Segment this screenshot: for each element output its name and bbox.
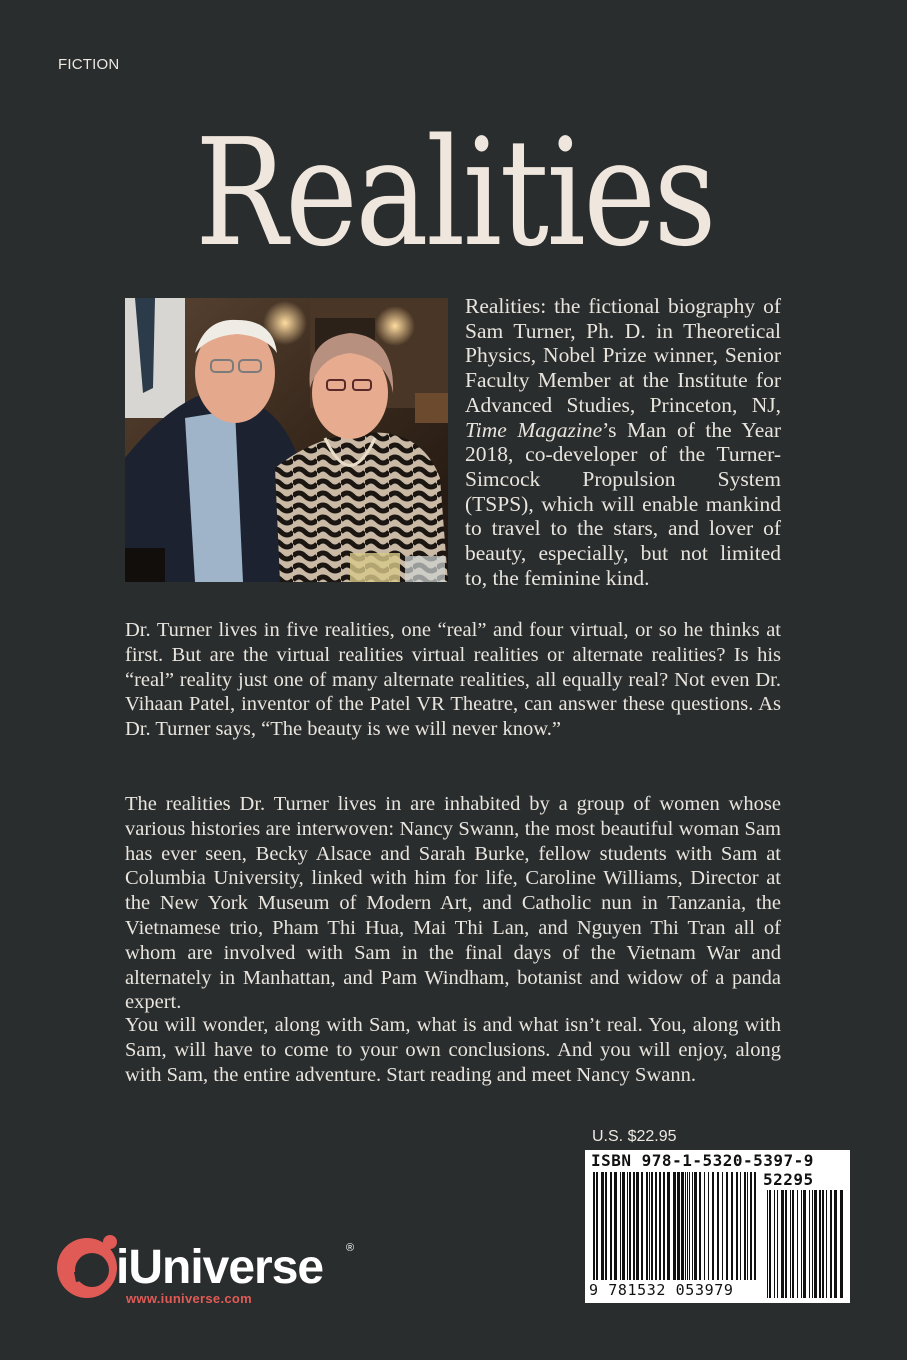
publisher-url: www.iuniverse.com	[126, 1291, 252, 1306]
barcode-addon-bar	[797, 1190, 798, 1298]
barcode-addon-bar	[767, 1190, 768, 1298]
barcode-bar	[699, 1172, 701, 1280]
barcode-bar	[747, 1172, 748, 1280]
barcode-addon-bar	[812, 1190, 813, 1298]
publisher-logo	[54, 1232, 374, 1312]
barcode	[585, 1150, 850, 1303]
barcode-bar	[614, 1172, 617, 1280]
barcode-bar	[731, 1172, 733, 1280]
barcode-bar	[622, 1172, 625, 1280]
barcode-bar	[754, 1172, 756, 1280]
barcode-bar	[667, 1172, 670, 1280]
barcode-addon-bar	[777, 1190, 778, 1298]
author-photo-image	[125, 298, 448, 582]
barcode-bar	[687, 1172, 688, 1280]
genre-label: FICTION	[58, 56, 120, 73]
barcode-addon-bar	[785, 1190, 787, 1298]
barcode-bar	[740, 1172, 741, 1280]
barcode-bar	[692, 1172, 693, 1280]
barcode-bar	[750, 1172, 752, 1280]
barcode-bar	[685, 1172, 686, 1280]
barcode-bar	[596, 1172, 598, 1280]
barcode-addon-bar	[834, 1190, 837, 1298]
barcode-addon-bar	[840, 1190, 843, 1298]
book-title: Realities	[195, 107, 715, 279]
barcode-addon-bar	[790, 1190, 791, 1298]
barcode-bar	[629, 1172, 631, 1280]
barcode-bar	[649, 1172, 650, 1280]
barcode-addon-bar	[822, 1190, 824, 1298]
barcode-bar	[636, 1172, 639, 1280]
blurb-paragraph-1: Dr. Turner lives in five realities, one “real” and four virtual, or so he thinks at first. But are the virtual realities virtual realities or alternate realities? Is his “real” reality just one of many alternate realities, all equally real? Not even Dr. Vihaan Patel, inventor of the Patel VR Theatre, can answer these questions. As Dr. Turner says, “The beauty is we will never know.”	[125, 619, 781, 741]
barcode-bar	[744, 1172, 746, 1280]
barcode-bar	[689, 1172, 690, 1280]
barcode-bar	[694, 1172, 697, 1280]
barcode-bar	[717, 1172, 719, 1280]
barcode-addon-bar	[792, 1190, 794, 1298]
blurb-intro-italic: Time Magazine	[465, 417, 603, 442]
blurb-intro-end: ’s Man of the Year 2018, co-developer of the Turner-Simcock Propulsion System (TSPS), which will enable mankind to travel to the stars, and lover of beauty, especially, but not limited to, the feminine kind.	[465, 417, 782, 590]
barcode-addon-bar	[830, 1190, 832, 1298]
barcode-bar	[677, 1172, 680, 1280]
price-label: U.S. $22.95	[592, 1128, 677, 1145]
blurb-paragraph-3: You will wonder, along with Sam, what is and what isn’t real. You, along with Sam, will have to come to your own conclusions. And you will enjoy, along with Sam, the entire adventure. Start reading and meet Nancy Swann.	[125, 1014, 781, 1086]
barcode-bar	[601, 1172, 604, 1280]
barcode-addon-bar	[801, 1190, 802, 1298]
barcode-addon-bar	[774, 1190, 775, 1298]
barcode-addon-bar	[826, 1190, 827, 1298]
barcode-bar	[633, 1172, 635, 1280]
barcode-bar	[736, 1172, 738, 1280]
barcode-bar	[651, 1172, 653, 1280]
barcode-bar	[610, 1172, 612, 1280]
publisher-name: iUniverse	[116, 1241, 324, 1294]
barcode-bar	[605, 1172, 607, 1280]
barcode-bar	[681, 1172, 684, 1280]
barcode-bar	[722, 1172, 723, 1280]
barcode-addon-bar	[769, 1190, 771, 1298]
blurb-intro-start: Realities: the fictional biography of Sam Turner, Ph. D. in Theoretical Physics, Nobel Prize winner, Senior Faculty Member at the Institute for Advanced Studies, Princeton, NJ,	[465, 294, 781, 417]
price-code: 52295	[763, 1170, 814, 1189]
author-photo	[125, 298, 448, 582]
barcode-bar	[646, 1172, 648, 1280]
barcode-bar	[704, 1172, 705, 1280]
barcode-bar	[712, 1172, 714, 1280]
barcode-addon-bar	[781, 1190, 784, 1298]
blurb-intro	[465, 294, 781, 590]
barcode-bar	[641, 1172, 643, 1280]
registered-mark: ®	[346, 1242, 355, 1254]
iuniverse-logo-icon	[54, 1232, 124, 1302]
barcode-addon-bar	[814, 1190, 817, 1298]
barcode-bar	[620, 1172, 621, 1280]
barcode-bar	[673, 1172, 676, 1280]
barcode-digits: 9 781532 053979	[589, 1281, 734, 1299]
blurb-paragraph-2: The realities Dr. Turner lives in are inhabited by a group of women whose various histories are interwoven: Nancy Swann, the most beautiful woman Sam has ever seen, Becky Alsace and Sarah Burke, fellow students with Sam at Columbia University, linked with him for life, Caroline Williams, Director at the New York Museum of Modern Art, and Catholic nun in Tanzania, the Vietnamese trio, Pham Thi Hua, Mai Thi Lan, and Nguyen Thi Tran all of whom are involved with Sam in the final days of the Vietnam War and alternately in Manhattan, and Pam Windham, botanist and widow of a panda expert.	[125, 793, 781, 1014]
isbn-label: ISBN 978-1-5320-5397-9	[591, 1151, 814, 1170]
barcode-bar	[659, 1172, 661, 1280]
barcode-bar	[655, 1172, 657, 1280]
barcode-bar	[627, 1172, 628, 1280]
barcode-bar	[663, 1172, 665, 1280]
barcode-bar	[726, 1172, 728, 1280]
barcode-addon-bar	[819, 1190, 821, 1298]
barcode-bar	[708, 1172, 709, 1280]
barcode-bar	[593, 1172, 595, 1280]
barcode-addon-bar	[809, 1190, 810, 1298]
barcode-addon-bar	[803, 1190, 806, 1298]
